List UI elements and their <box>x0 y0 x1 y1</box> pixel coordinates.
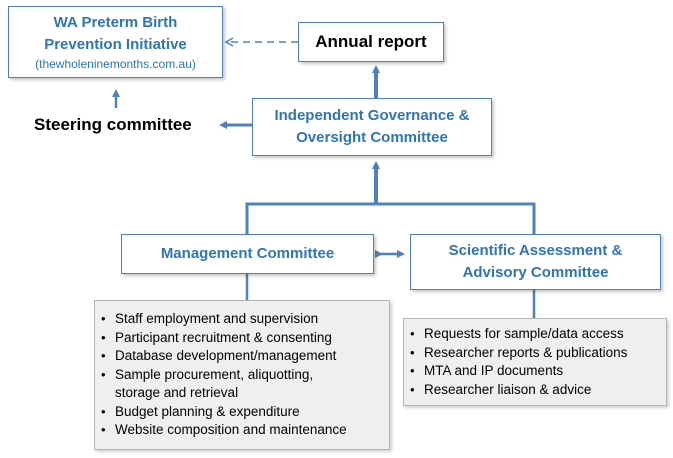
list-item: • Website composition and maintenance <box>95 421 389 440</box>
scientific-box <box>410 234 661 290</box>
initiative-box <box>8 6 223 78</box>
list-item: • Sample procurement, aliquotting, <box>95 366 389 385</box>
initiative-title-line2: Prevention Initiative <box>44 36 187 53</box>
governance-box <box>252 98 492 156</box>
governance-line2: Oversight Committee <box>296 129 448 146</box>
list-item: • Requests for sample/data access <box>404 325 666 344</box>
management-label: Management Committee <box>160 245 335 262</box>
steering-committee-label: Steering committee <box>34 115 192 134</box>
annual-report-label: Annual report <box>315 32 427 51</box>
initiative-website: (thewholeninemonths.com.au) <box>35 57 196 71</box>
list-item: • MTA and IP documents <box>404 362 666 381</box>
list-item-continuation: storage and retrieval <box>115 385 239 400</box>
management-responsibilities-list <box>94 300 390 450</box>
list-item: • Researcher reports & publications <box>404 344 666 363</box>
tree-connector <box>247 204 534 234</box>
governance-line1: Independent Governance & <box>274 107 470 124</box>
scientific-line2: Advisory Committee <box>462 264 609 281</box>
list-item: • Database development/management <box>95 347 389 366</box>
annual-report-box <box>298 22 444 62</box>
management-box <box>121 234 374 274</box>
list-item: • Researcher liaison & advice <box>404 381 666 400</box>
scientific-responsibilities-list <box>403 318 667 406</box>
initiative-title-line1: WA Preterm Birth <box>53 14 178 31</box>
scientific-line1: Scientific Assessment & <box>448 242 623 259</box>
list-item: • Participant recruitment & consenting <box>95 329 389 348</box>
list-item: • Budget planning & expenditure <box>95 403 389 422</box>
list-item: • Staff employment and supervision <box>95 310 389 329</box>
